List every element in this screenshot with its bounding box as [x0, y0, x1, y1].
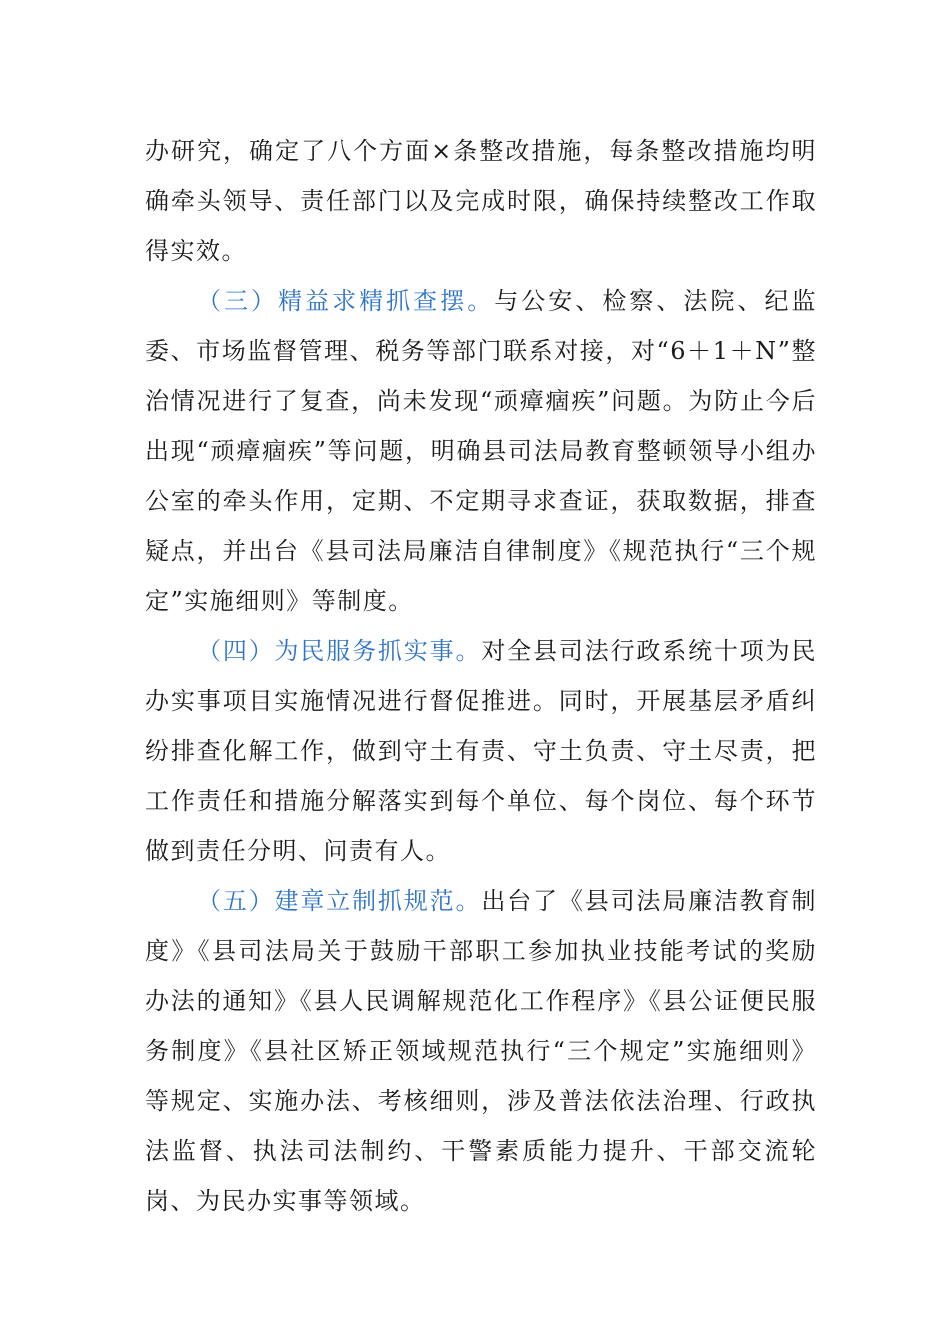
paragraph-body: 办研究，确定了八个方面×条整改措施，每条整改措施均明确牵头领导、责任部门以及完成时限，确保持续整改工作取得实效。 — [145, 137, 817, 265]
section-heading-5: （五）建章立制抓规范。 — [197, 887, 482, 915]
paragraph-body: 对全县司法行政系统十项为民办实事项目实施情况进行督促推进。同时，开展基层矛盾纠纷排查化解工作，做到守土有责、守土负责、守土尽责，把工作责任和措施分解落实到每个单位、每个岗位、每个环节做到责任分明、问责有人。 — [145, 637, 818, 865]
paragraph-continuation — [145, 126, 817, 276]
section-heading-3: （三）精益求精抓查摆。 — [197, 287, 495, 315]
paragraph-body: 与公安、检察、法院、纪监委、市场监督管理、税务等部门联系对接，对“6＋1＋N”整治情况进行了复查，尚未发现“顽瘴痼疾”问题。为防止今后出现“顽瘴痼疾”等问题，明确县司法局教育整顿领导小组办公室的牵头作用，定期、不定期寻求查证，获取数据，排查疑点，并出台《县司法局廉洁自律制度》《规范执行“三个规定”实施细则》等制度。 — [145, 287, 817, 615]
section-heading-4: （四）为民服务抓实事。 — [197, 637, 482, 665]
paragraph-section-3 — [145, 276, 817, 626]
document-page — [145, 126, 817, 1226]
paragraph-body: 出台了《县司法局廉洁教育制度》《县司法局关于鼓励干部职工参加执业技能考试的奖励办法的通知》《县人民调解规范化工作程序》《县公证便民服务制度》《县社区矫正领域规范执行“三个规定”实施细则》等规定、实施办法、考核细则，涉及普法依法治理、行政执法监督、执法司法制约、干警素质能力提升、干部交流轮岗、为民办实事等领域。 — [145, 887, 818, 1215]
paragraph-section-4 — [145, 626, 817, 876]
paragraph-section-5 — [145, 876, 817, 1226]
